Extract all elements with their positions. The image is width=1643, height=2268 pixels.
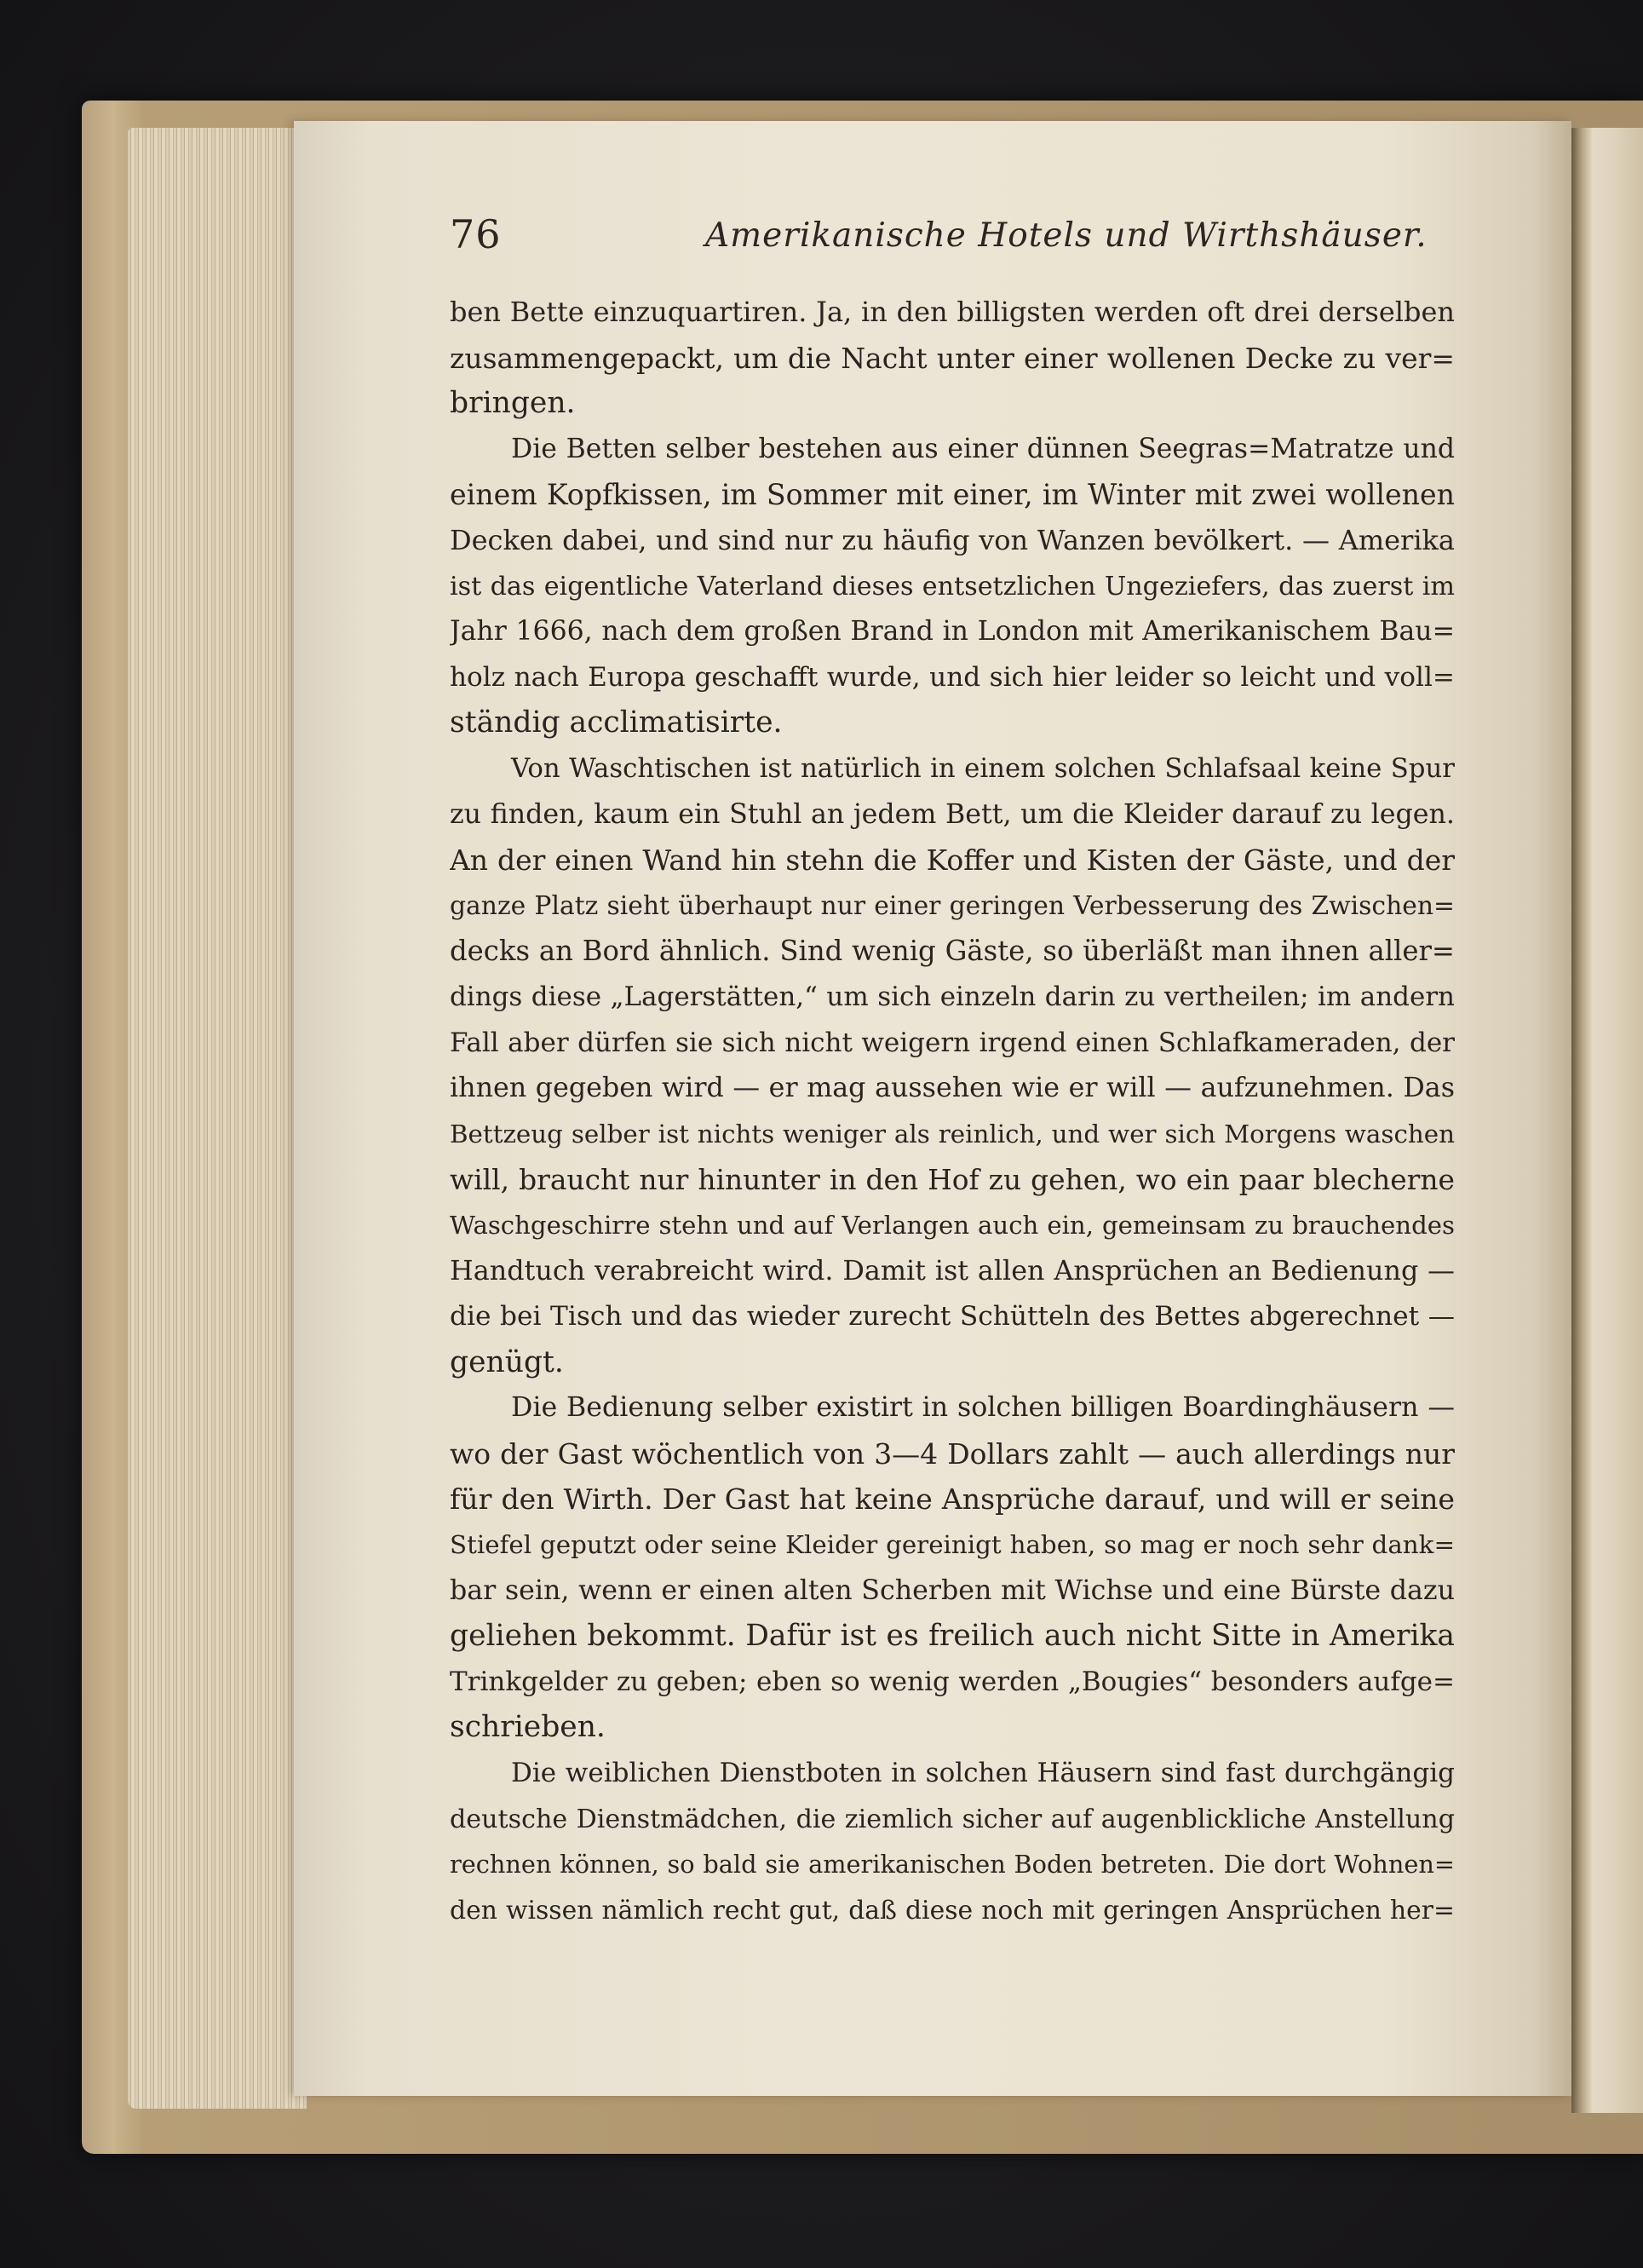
text-line: den wissen nämlich recht gut, daß diese noch mit geringen Ansprüchen her= [450,1895,1455,1925]
text-line: Bettzeug selber ist nichts weniger als reinlich, und wer sich Morgens waschen [450,1119,1455,1148]
text-line: Die Bedienung selber existirt in solchen billigen Boardinghäusern — [511,1392,1455,1424]
text-line: einem Kopfkissen, im Sommer mit einer, im Winter mit zwei wollenen [450,478,1455,512]
text-line: zu finden, kaum ein Stuhl an jedem Bett, um die Kleider darauf zu legen. [450,798,1455,830]
text-line: Jahr 1666, nach dem großen Brand in London mit Amerikanischem Bau= [450,616,1455,648]
text-line: Die weiblichen Dienstboten in solchen Häusern sind fast durchgängig [511,1758,1455,1788]
text-line: An der einen Wand hin stehn die Koffer und Kisten der Gäste, und der [450,843,1455,878]
page-header [450,211,1428,262]
text-line: die bei Tisch und das wieder zurecht Schütteln des Bettes abgerechnet — [450,1301,1455,1333]
text-line: will, braucht nur hinunter in den Hof zu gehen, wo ein paar blecherne [450,1163,1455,1197]
text-line: Decken dabei, und sind nur zu häufig von Wanzen bevölkert. — Amerika [450,523,1455,556]
running-head: Amerikanische Hotels und Wirthshäuser. [705,216,1428,255]
text-line: Waschgeschirre stehn und auf Verlangen auch ein, gemeinsam zu brauchendes [450,1210,1455,1240]
text-line: bringen. [450,386,576,421]
text-line: ständig acclimatisirte. [450,705,783,740]
text-line: Trinkgelder zu geben; eben so wenig werden „Bougies“ besonders aufge= [450,1666,1455,1697]
text-line: ihnen gegeben wird — er mag aussehen wie er will — aufzunehmen. Das [450,1073,1455,1104]
text-line: ben Bette einzuquartiren. Ja, in den billigsten werden oft drei derselben [450,296,1455,328]
page-edges [128,128,307,2109]
text-line: für den Wirth. Der Gast hat keine Ansprüche darauf, und will er seine [450,1482,1455,1517]
text-line: decks an Bord ähnlich. Sind wenig Gäste, so überläßt man ihnen aller= [450,935,1455,968]
text-line: bar sein, wenn er einen alten Scherben mit Wichse und eine Bürste dazu [450,1574,1455,1606]
text-line: holz nach Europa geschafft wurde, und sich hier leider so leicht und voll= [450,661,1455,693]
text-line: zusammengepackt, um die Nacht unter einer wollenen Decke zu ver= [450,341,1455,375]
text-line: deutsche Dienstmädchen, die ziemlich sicher auf augenblickliche Anstellung [450,1804,1455,1834]
text-line: rechnen können, so bald sie amerikanischen Boden betreten. Die dort Wohnen= [450,1850,1455,1879]
text-line: Fall aber dürfen sie sich nicht weigern irgend einen Schlafkameraden, der [450,1027,1455,1058]
text-line: wo der Gast wöchentlich von 3—4 Dollars zahlt — auch allerdings nur [450,1436,1455,1471]
facing-page-edge [1571,128,1643,2113]
text-line: schrieben. [450,1710,606,1745]
text-line: Handtuch verabreicht wird. Damit ist allen Ansprüchen an Bedienung — [450,1254,1455,1287]
text-line: Die Betten selber bestehen aus einer dünnen Seegras=Matratze und [511,433,1455,464]
text-line: geliehen bekommt. Dafür ist es freilich auch nicht Sitte in Amerika [450,1619,1455,1654]
text-line: Von Waschtischen ist natürlich in einem solchen Schlafsaal keine Spur [511,752,1455,784]
text-line: ist das eigentliche Vaterland dieses entsetzlichen Ungeziefers, das zuerst im [450,571,1455,602]
text-line: ganze Platz sieht überhaupt nur einer geringen Verbesserung des Zwischen= [450,890,1455,921]
text-line: dings diese „Lagerstätten,“ um sich einzeln darin zu vertheilen; im andern [450,981,1455,1012]
page-number: 76 [450,211,502,257]
text-line: Stiefel geputzt oder seine Kleider gereinigt haben, so mag er noch sehr dank= [450,1530,1455,1560]
body-text [450,290,1455,1933]
text-line: genügt. [450,1344,564,1379]
